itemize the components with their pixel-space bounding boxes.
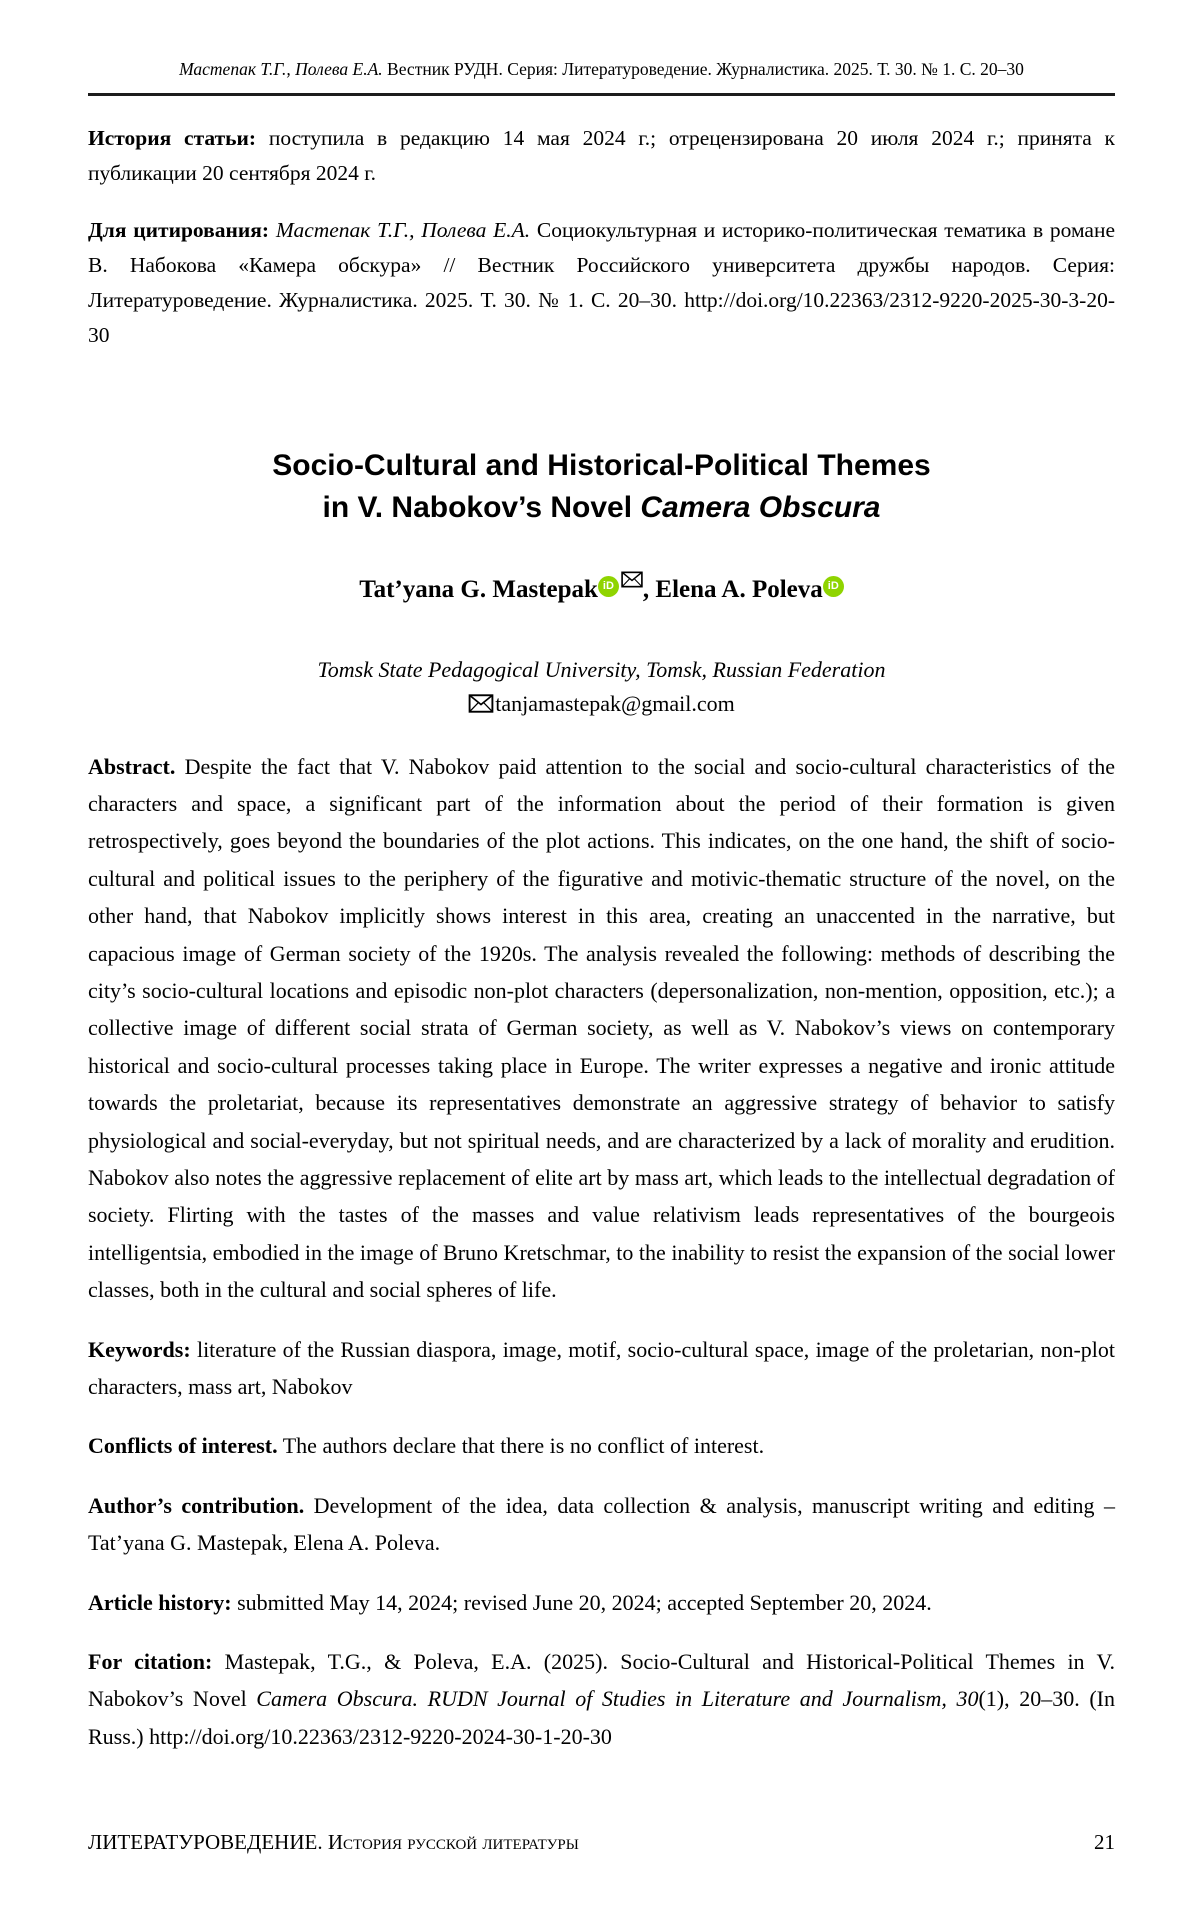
abstract-text: Despite the fact that V. Nabokov paid attention to the social and socio-cultural characteristics of the characters and space, a significant part of the information about the period of their formation is given retrospectively, goes beyond the boundaries of the plot actions. This indicates, on the one hand, the shift of socio-cultural and political issues to the periphery of the figurative and motivic-thematic structure of the novel, on the other hand, that Nabokov implicitly shows interest in this area, creating an unaccented in the narrative, but capacious image of German society of the 1920s. The analysis revealed the following: methods of describing the city’s socio-cultural locations and episodic non-plot characters (depersonalization, non-mention, opposition, etc.); a collective image of different social strata of German society, as well as V. Nabokov’s views on contemporary historical and socio-cultural processes taking place in Europe. The writer expresses a negative and ironic attitude towards the proletariat, because its representatives demonstrate an aggressive strategy of behavior to satisfy physiological and social-everyday, but not spiritual needs, and are characterized by a lack of morality and erudition. Nabokov also notes the aggressive replacement of elite art by mass art, which leads to the intellectual degradation of society. Flirting with the tastes of the masses and value relativism leads representatives of the bourgeois intelligentsia, embodied in the image of Bruno Kretschmar, to the inability to resist the expansion of the social lower classes, both in the cultural and social spheres of life. xyxy=(88,753,1115,1303)
author-2-name: Elena A. Poleva xyxy=(655,575,823,603)
title-line2-prefix: in V. Nabokov’s Novel xyxy=(322,490,641,524)
contribution-label: Author’s contribution. xyxy=(88,1492,305,1518)
for-citation-ru xyxy=(88,213,1115,353)
for-citation-en-label: For citation: xyxy=(88,1649,213,1675)
keywords-text: literature of the Russian diaspora, image, motif, socio-cultural space, image of the proletarian, non-plot characters, mass art, Nabokov xyxy=(88,1336,1116,1399)
abstract xyxy=(88,748,1115,1309)
running-head-authors: Мастепак Т.Г., Полева Е.А. xyxy=(179,59,383,79)
article-history-en xyxy=(88,1584,1115,1621)
running-head-journal: Вестник РУДН. Серия: Литературоведение. Журналистика. 2025. Т. 30. № 1. С. 20–30 xyxy=(387,59,1024,79)
for-citation-ru-authors: Мастепак Т.Г., Полева Е.А. xyxy=(275,217,531,242)
email-address-link[interactable]: tanjamastepak@gmail.com xyxy=(495,690,735,716)
abstract-label: Abstract. xyxy=(88,753,176,779)
article-history-ru-text: поступила в редакцию 14 мая 2024 г.; отрецензирована 20 июля 2024 г.; принята к публикации 20 сентября 2024 г. xyxy=(88,126,1116,185)
for-citation-en-italic: Camera Obscura. RUDN Journal of Studies in Literature and Journalism, 30 xyxy=(256,1686,979,1712)
contribution-text: Development of the idea, data collection & analysis, manuscript writing and editing – Tat’yana G. Mastepak, Elena A. Poleva. xyxy=(88,1492,1115,1556)
orcid-icon[interactable]: iD xyxy=(598,576,619,597)
for-citation-ru-text: Социокультурная и историко-политическая тематика в романе В. Набокова «Камера обскура» // Вестник Российского университета дружбы народов. Серия: Литературоведение. Журналистика. 2025. Т. 30. № 1. С. 20–30. xyxy=(88,217,1116,312)
envelope-icon xyxy=(468,692,494,720)
for-citation-en xyxy=(88,1643,1115,1755)
article-history-en-label: Article history: xyxy=(88,1589,232,1615)
title-novel-name: Camera Obscura xyxy=(640,490,881,524)
conflicts-label: Conflicts of interest. xyxy=(88,1433,278,1459)
running-head xyxy=(88,58,1115,80)
for-citation-ru-label: Для цитирования: xyxy=(88,217,270,242)
article-history-ru-label: История статьи: xyxy=(88,126,257,150)
for-citation-en-text3: (1), 20–30. (In Russ.) xyxy=(88,1686,1115,1749)
footer-section: ЛИТЕРАТУРОВЕДЕНИЕ. xyxy=(88,1830,323,1854)
author-1-name: Tat’yana G. Mastepak xyxy=(359,575,598,603)
authors-separator: , xyxy=(642,575,656,603)
authors-line xyxy=(88,571,1115,606)
page-title xyxy=(88,445,1115,529)
article-history-ru xyxy=(88,121,1115,191)
conflicts-of-interest xyxy=(88,1427,1115,1464)
article-history-en-text: submitted May 14, 2024; revised June 20, 2024; accepted September 20, 2024. xyxy=(237,1589,932,1615)
title-line1: Socio-Cultural and Historical-Political Themes xyxy=(272,448,931,482)
envelope-icon[interactable] xyxy=(621,571,643,588)
for-citation-en-text1: Mastepak, T.G., & Poleva, E.A. (2025). Socio-Cultural and Historical-Political Themes in V. Nabokov’s Novel xyxy=(88,1649,1116,1712)
page-footer xyxy=(88,1830,1115,1855)
page-number: 21 xyxy=(1094,1830,1115,1854)
footer-section-title xyxy=(88,1830,579,1855)
authors-contribution xyxy=(88,1487,1115,1562)
for-citation-ru-doi-link[interactable]: http://doi.org/10.22363/2312-9220-2025-30-3-20-30 xyxy=(88,287,1115,347)
affiliation: Tomsk State Pedagogical University, Tomsk, Russian Federation xyxy=(317,656,886,682)
footer-subsection: История русской литературы xyxy=(327,1830,579,1854)
keywords xyxy=(88,1331,1115,1406)
email-line xyxy=(88,690,1115,720)
header-rule xyxy=(88,93,1115,96)
keywords-label: Keywords: xyxy=(88,1336,191,1362)
orcid-icon[interactable]: iD xyxy=(823,576,844,597)
conflicts-text: The authors declare that there is no conflict of interest. xyxy=(282,1433,765,1459)
for-citation-en-doi-link[interactable]: http://doi.org/10.22363/2312-9220-2024-30-1-20-30 xyxy=(149,1723,612,1749)
